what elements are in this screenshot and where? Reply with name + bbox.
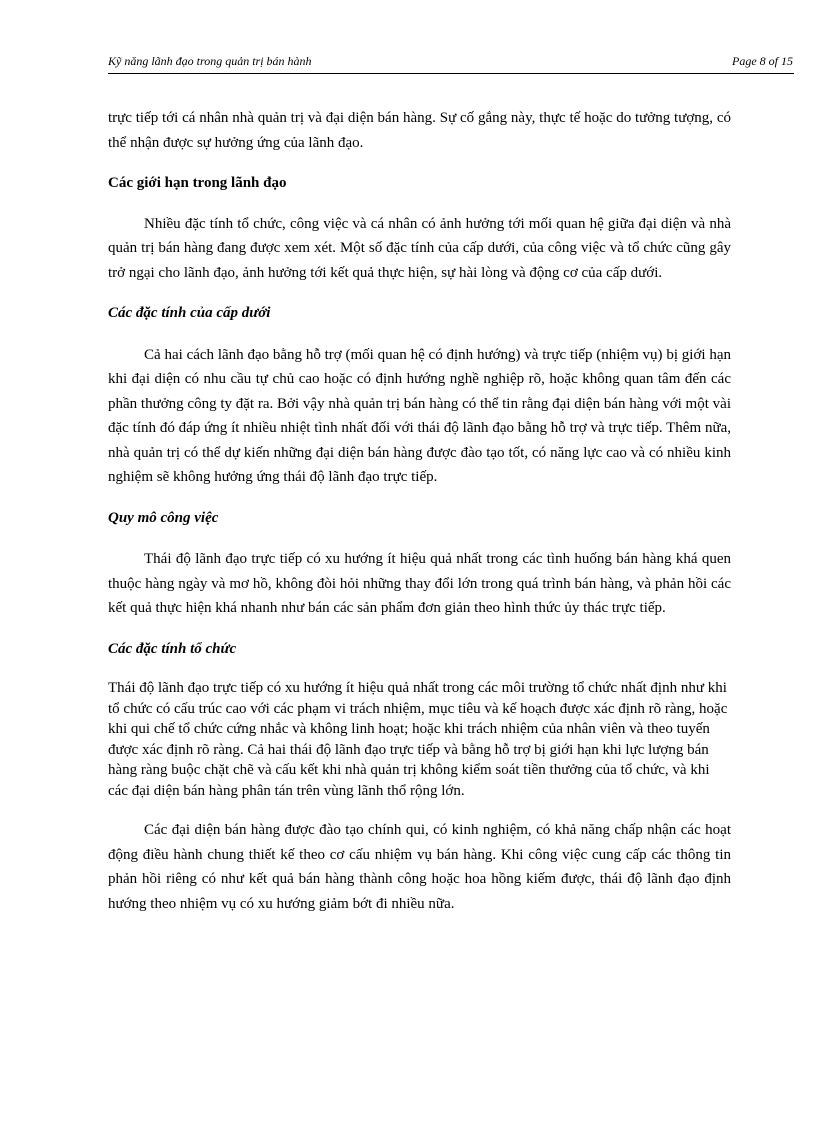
heading-limits: Các giới hạn trong lãnh đạo bbox=[108, 175, 287, 191]
page-header bbox=[108, 54, 793, 72]
paragraph-subordinates: Cả hai cách lãnh đạo bằng hỗ trợ (mối quan hệ có định hướng) và trực tiếp (nhiệm vụ) bị giới hạn khi đại diện có nhu cầu tự chủ cao hoặc có định hướng nghề nghiệp rõ, hoặc không quan tâm đến các phần thưởng công ty đặt ra. Bởi vậy nhà quản trị bán hàng có thể tin rằng đại diện bán hàng với một vài đặc tính đó đáp ứng ít nhiều nhiệt tình nhất đối với thái độ lãnh đạo bằng hỗ trợ và trực tiếp. Thêm nữa, nhà quản trị có thể dự kiến những đại diện bán hàng được đào tạo tốt, có năng lực cao và có nhiều kinh nghiệm sẽ không hưởng ứng thái độ lãnh đạo trực tiếp. bbox=[108, 346, 731, 485]
header-title: Kỹ năng lãnh đạo trong quản trị bán hành bbox=[108, 54, 312, 68]
heading-scale: Quy mô công việc bbox=[108, 509, 219, 526]
paragraph-scale: Thái độ lãnh đạo trực tiếp có xu hướng ít hiệu quả nhất trong các tình huống bán hàng khá quen thuộc hàng ngày và mơ hồ, không đòi hỏi những thay đổi lớn trong quá trình bán hàng, và phản hồi các kết quả thực hiện khá nhanh như bán các sản phẩm đơn giản theo hình thức ủy thác trực tiếp. bbox=[108, 551, 731, 616]
paragraph-trained: Các đại diện bán hàng được đào tạo chính qui, có kinh nghiệm, có khả năng chấp nhận các hoạt động điều hành chung thiết kế theo cơ cấu nhiệm vụ bán hàng. Khi công việc cung cấp các thông tin phản hồi riêng có như kết quả bán hàng thành công hoặc hoa hồng kiếm được, thái độ lãnh đạo định hướng theo nhiệm vụ có xu hướng giảm bớt đi nhiều nữa. bbox=[108, 822, 731, 912]
heading-subordinates: Các đặc tính của cấp dưới bbox=[108, 305, 271, 321]
page-number: Page 8 of 15 bbox=[732, 54, 793, 68]
paragraph-limits: Nhiều đặc tính tổ chức, công việc và cá nhân có ảnh hưởng tới mối quan hệ giữa đại diện và nhà quản trị bán hàng đang được xem xét. Một số đặc tính của cấp dưới, của công việc và tổ chức cũng gây trở ngại cho lãnh đạo, ảnh hưởng tới kết quả thực hiện, sự hài lòng và động cơ của cấp dưới. bbox=[108, 215, 731, 281]
document-body bbox=[108, 106, 731, 916]
header-divider bbox=[108, 73, 794, 74]
paragraph-org: Thái độ lãnh đạo trực tiếp có xu hướng ít hiệu quả nhất trong các môi trường tổ chức nhất định như khi tổ chức có cấu trúc cao với các phạm vi trách nhiệm, mục tiêu và kế hoạch được xác định rõ ràng, hoặc khi qui chế tổ chức cứng nhắc và không linh hoạt; hoặc khi trách nhiệm của nhân viên và theo tuyến được xác định rõ ràng. Cả hai thái độ lãnh đạo trực tiếp và bằng hỗ trợ bị giới hạn khi lực lượng bán hàng ràng buộc chặt chẽ và cấu kết khi nhà quản trị không kiểm soát tiền thưởng của tổ chức, và khi các đại diện bán hàng phân tán trên vùng lãnh thổ rộng lớn. bbox=[108, 680, 728, 799]
heading-org: Các đặc tính tổ chức bbox=[108, 640, 237, 657]
paragraph-intro: trực tiếp tới cá nhân nhà quản trị và đại diện bán hàng. Sự cố gắng này, thực tế hoặc do tưởng tượng, có thể nhận được sự hưởng ứng của lãnh đạo. bbox=[108, 110, 731, 151]
